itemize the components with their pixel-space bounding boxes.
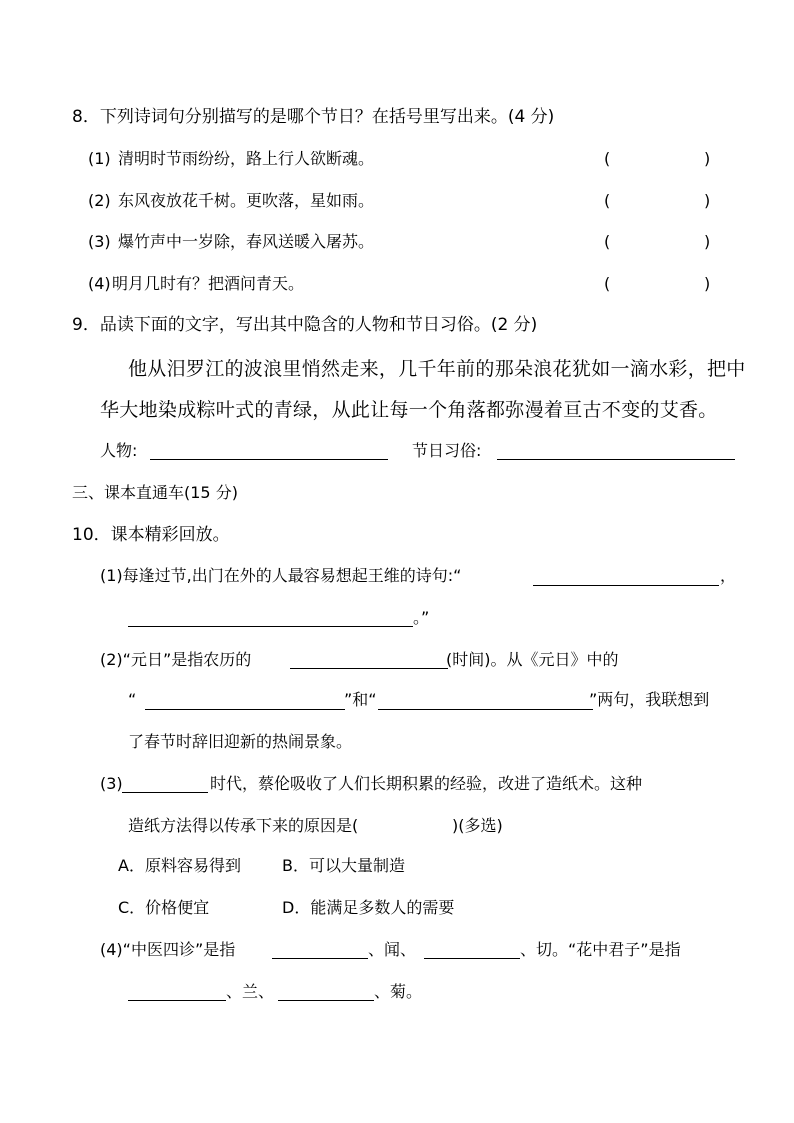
q10-sub2-time-blank[interactable]	[290, 668, 448, 669]
q10-sub1-prompt: (1)每逢过节,出门在外的人最容易想起王维的诗句:“	[100, 566, 462, 585]
q10-sub2-tail: ”两句，我联想到	[589, 690, 710, 709]
q8-item-1-paren-close: )	[704, 149, 711, 168]
q10-sub1-blank-1[interactable]	[533, 585, 719, 586]
q8-item-1-paren-open: (	[604, 149, 611, 168]
q8-item-4-text: 明月几时有？把酒问青天。	[112, 274, 305, 293]
question-10-title: 10．课本精彩回放。	[72, 525, 230, 545]
q10-sub4-prompt: (4)“中医四诊”是指	[100, 940, 236, 959]
q10-option-a: A．原料容易得到	[118, 856, 241, 875]
question-9-title: 9．品读下面的文字，写出其中隐含的人物和节日习俗。(2 分)	[72, 315, 538, 335]
q10-sub2-quote-open: “	[128, 690, 137, 709]
q10-sub3-number: (3)	[100, 774, 123, 793]
q8-item-2-text: 东风夜放花千树。更吹落，星如雨。	[118, 191, 375, 210]
q9-passage-line-2: 华大地染成粽叶式的青绿，从此让每一个角落都弥漫着亘古不变的艾香。	[100, 399, 718, 421]
q9-passage-line-1: 他从汨罗江的波浪里悄然走来，几千年前的那朵浪花犹如一滴水彩，把中	[128, 358, 746, 380]
question-8-title: 8．下列诗词句分别描写的是哪个节日？在括号里写出来。(4 分)	[72, 107, 555, 127]
q8-item-4-paren-open: (	[604, 274, 611, 293]
q10-sub2-line-blank-2[interactable]	[378, 709, 593, 710]
q10-sub2-line-blank-1[interactable]	[145, 709, 345, 710]
q10-option-c: C．价格便宜	[118, 898, 210, 917]
q10-sub4-lan: 、兰、	[226, 982, 275, 1001]
q9-custom-blank[interactable]	[497, 459, 735, 460]
section-3-title: 三、课本直通车(15 分)	[72, 483, 238, 502]
q10-option-b: B．可以大量制造	[282, 856, 405, 875]
q10-sub2-line-3: 了春节时辞旧迎新的热闹景象。	[128, 732, 353, 751]
q10-sub3-era-blank[interactable]	[122, 792, 208, 793]
q10-sub4-qie: 、切。“花中君子”是指	[520, 940, 681, 959]
q10-sub3-line-2-start: 造纸方法得以传承下来的原因是(	[128, 816, 359, 835]
q10-sub4-blank-1[interactable]	[272, 958, 368, 959]
q8-item-2-paren-close: )	[704, 191, 711, 210]
q9-person-blank[interactable]	[150, 459, 388, 460]
q9-custom-label: 节日习俗:	[412, 441, 482, 460]
q10-sub4-blank-2[interactable]	[424, 958, 520, 959]
q10-sub4-blank-4[interactable]	[278, 1000, 374, 1001]
q10-sub1-comma: ，	[720, 566, 737, 585]
q10-sub4-wen: 、闻、	[368, 940, 417, 959]
q8-item-4-paren-close: )	[704, 274, 711, 293]
q8-item-3-text: 爆竹声中一岁除，春风送暖入屠苏。	[118, 232, 375, 251]
q8-item-1-text: 清明时节雨纷纷，路上行人欲断魂。	[118, 149, 375, 168]
q10-sub2-and: ”和“	[344, 690, 377, 709]
q9-person-label: 人物:	[100, 441, 138, 460]
q10-option-d: D．能满足多数人的需要	[282, 898, 455, 917]
q8-item-1-number: (1)	[88, 149, 111, 168]
q10-sub1-blank-2[interactable]	[128, 626, 413, 627]
q10-sub1-end: 。”	[413, 608, 430, 627]
q8-item-3-paren-close: )	[704, 232, 711, 251]
q10-sub2-after: (时间)。从《元日》中的	[446, 650, 619, 669]
q10-sub3-text: 时代，蔡伦吸收了人们长期积累的经验，改进了造纸术。这种	[210, 774, 643, 793]
q8-item-2-number: (2)	[88, 191, 111, 210]
q8-item-4-number: (4)	[88, 274, 111, 293]
q10-sub4-blank-3[interactable]	[128, 1000, 226, 1001]
q8-item-3-paren-open: (	[604, 232, 611, 251]
q10-sub2-prompt: (2)“元日”是指农历的	[100, 650, 252, 669]
q8-item-3-number: (3)	[88, 232, 111, 251]
q10-sub3-line-2-end: )(多选)	[452, 816, 503, 835]
q8-item-2-paren-open: (	[604, 191, 611, 210]
q10-sub4-ju: 、菊。	[374, 982, 423, 1001]
